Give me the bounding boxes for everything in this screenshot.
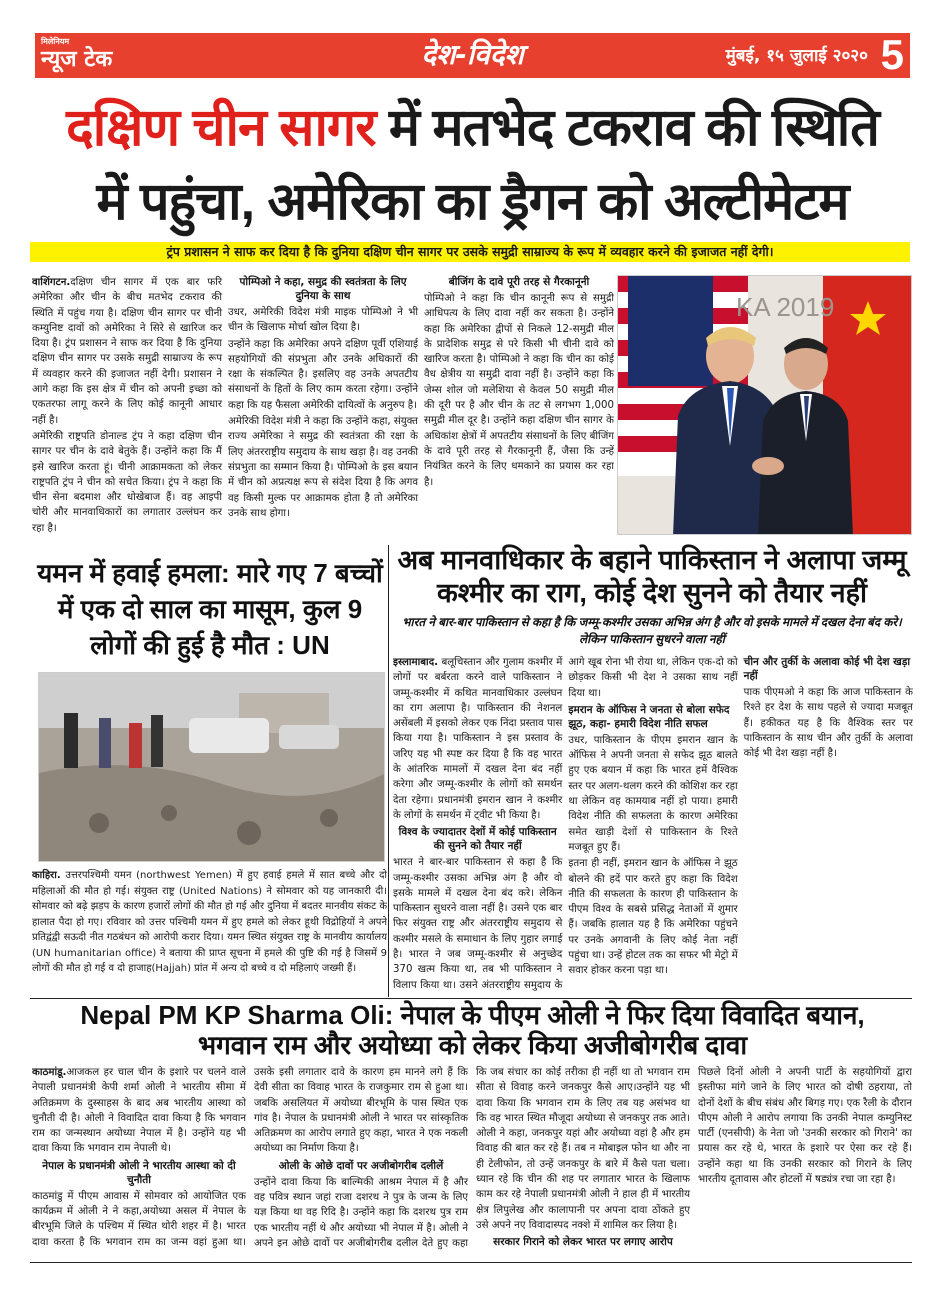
photo-image — [618, 276, 912, 535]
paragraph: उन्होंने कहा कि अमेरिका अपने दक्षिण पूर्वी एशियाई सहयोगियों की संप्रभुता और उनके अधिकारों की रक्षा के संकल्पित है। इसलिए वह उनके अपतटीय संसाधनों के हितों के लिए काम करता रहेगा। उन्होंने कहा कि यह फैसला अमेरिकी दायित्वों के अनुरुप है। — [228, 338, 418, 411]
lead-headline-text: में मतभेद टकराव की स्थिति — [375, 99, 879, 157]
lead-headline-highlight: दक्षिण चीन सागर — [66, 99, 376, 157]
lead-headline-line1 — [20, 92, 925, 164]
brand-name: न्यूज टेक — [41, 47, 113, 72]
paragraph: पोम्पिओ ने कहा कि चीन कानूनी रूप से समुद्री आधिपत्य के लिए दावा नहीं कर सकता है। उन्होंने कहा कि अमेरिका द्वीपों से निकले 12-समुद्री मील के प्रादेशिक समुद्र से परे किसी भी चीनी दावे को खारिज करता है। पोम्पिओ ने कहा कि चीन का कोई वैध क्षेत्रीय या समुद्री दावा नहीं है। उन्होंने कहा कि जेम्स शोल जो मलेशिया से केवल 50 समुद्री मील की दूरी पर है और चीन के तट से लगभग 1,000 समुद्री मील दूर है। उन्होंने कहा दक्षिण चीन सागर के अधिकांश क्षेत्रों में अपतटीय संसाधनों के लिए बीजिंग के दावे पूरी तरह से गैरकानूनी हैं, जैसा कि उन्हें नियंत्रित करने के लिए धमकाने का प्रयास कर रहा है। — [424, 293, 614, 488]
yemen-article-body — [32, 868, 387, 996]
subheading: पोम्पिओ ने कहा, समुद्र की स्वतंत्रता के लिए दुनिया के साथ — [239, 276, 407, 302]
subheading: चीन और तुर्की के अलावा कोई भी देश खड़ा नहीं — [743, 656, 911, 682]
paragraph: पाक पीएमओ ने कहा कि आज पाकिस्तान के रिश्ते हर देश के साथ पहले से ज्यादा मजबूत हैं। हकीकत यह है कि वैश्विक स्तर पर पाकिस्तान के साथ चीन और तुर्की के अलावा कोई भी देश खड़ा नहीं है। — [743, 687, 913, 760]
nepal-headline-hindi: नेपाल के पीएम ओली ने फिर दिया विवादित बयान, — [393, 1000, 865, 1030]
section-divider — [30, 998, 912, 999]
paragraph-text: बलूचिस्तान और गुलाम कश्मीर में लोगों पर बर्बरता करने वाले पाकिस्तान ने जम्मू-कश्मीर में कथित मानवाधिकार उल्लंघन का राग अलापा है। पाकिस्तान की नेशनल असेंबली में इसको लेकर एक निंदा प्रस्ताव पास किया गया है। पाकिस्तान ने इस प्रस्ताव के जरिए यह भी स्पष्ट कर दिया है कि वह भारत के आंतरिक मामलों में दखल देना बंद नहीं करेगा और जम्मू-कश्मीर के लोगों को समर्थन देता रहेगा। प्रधानमंत्री इमरान खान ने कश्मीर के लोगों के समर्थन में ट्वीट भी किया है। — [393, 657, 563, 821]
issue-date: मुंबई, १५ जुलाई २०२० — [725, 46, 868, 66]
paragraph-text: आजकल हर चाल चीन के इशारे पर चलने वाले नेपाली प्रधानमंत्री केपी शर्मा ओली ने भारतीय सीमा में अतिक्रमण के दुस्साहस के बाद अब भारतीय आस्था को चुनौती दी है। ओली ने विवादित दावा किया है कि भगवान राम का जन्मस्थान अयोध्या नेपाल में है। उन्होंने यह भी दावा किया कि भगवान राम नेपाली थे। — [32, 1067, 246, 1155]
yemen-airstrike-photo — [38, 672, 385, 862]
subheading: ओली के ओछे दावों पर अजीबोगरीब दलीलें — [278, 1159, 444, 1172]
page-number: 5 — [880, 31, 904, 78]
column-divider — [388, 545, 389, 997]
lead-headline-line2: में पहुंचा, अमेरिका का ड्रैगन को अल्टीमेटम — [96, 173, 849, 231]
paragraph: अमेरिकी राष्ट्रपति डोनाल्ड ट्रंप ने कहा दक्षिण चीन सागर पर चीन के दावे बेतुके हैं। उन्होंने कहा कि मैं इसे खारिज करता हूं। चीनी आक्रामकता को लेकर राष्ट्रपति ट्रंप ने चीन को सचेत किया। ट्रंप ने कहा कि चीन सेना बदमाश और धोखेबाज हैं। वह आइपी चोरी और मानवाधिकारों का लगातार उल्लंघन कर रहा है। — [32, 430, 222, 534]
paragraph: इतना ही नहीं, इमरान खान के ऑफिस ने झूठ बोलने की हदें पार करते हुए कहा कि विदेश नीति की सफलता के कारण ही पाकिस्तान के पीएम विश्व के सबसे प्रसिद्ध नेताओं में शुमार हैं। जबकि हालात यह है कि अमेरिका पहुंचने पर उनके अगवानी के लिए कोई नेता नहीं पहुंचा था। उन्हें होटल तक का सफर भी मेट्रो में सवार होकर करना पड़ा था। — [568, 858, 738, 977]
lead-strapline: ट्रंप प्रशासन ने साफ कर दिया है कि दुनिया दक्षिण चीन सागर पर उसके समुद्री साम्राज्य के रूप में व्यवहार करने की इजाजत नहीं देगी। — [30, 242, 910, 262]
paragraph — [32, 275, 222, 428]
nepal-headline-line1 — [25, 1000, 920, 1030]
paragraph-text: दक्षिण चीन सागर में एक बार फरि अमेरिका और चीन के बीच मतभेद टकराव की स्थिति में पहुंच गया है। दक्षिण चीन सागर पर चीनी कम्युनिष्ट दावों को अमेरिका ने सिरे से खारिज कर दिया है। ट्रंप प्रशासन ने साफ कर दिया है कि दुनिया दक्षिण चीन सागर पर उसके समुद्री साम्राज्य के रूप में व्यवहार करने की इजाजत नहीं देगी। प्रशासन ने आगे कहा कि इस क्षेत्र में चीन को अपनी इच्छा को एकतरफा लागू करने के लिए कोई कानूनी आधार नहीं है। — [32, 277, 222, 426]
lead-article-body — [32, 275, 614, 537]
pakistan-article-body — [393, 655, 913, 995]
paragraph — [393, 655, 562, 823]
nepal-headline-english: Nepal PM KP Sharma Oli: — [80, 1000, 394, 1030]
masthead-banner — [35, 33, 910, 78]
trump-xi-handshake-photo — [617, 275, 912, 535]
subheading: विश्व के ज्यादातर देशों में कोई पाकिस्तान की सुनने को तैयार नहीं — [398, 826, 557, 853]
paragraph-text: उत्तरपश्चिमी यमन (northwest Yemen) में हुए हवाई हमले में सात बच्चे और दो महिलाओं की मौत हो गई। संयुक्त राष्ट्र (United Nations) ने सोमवार को यह जानकारी दी। सोमवार को बढ़े झड़प के कारण हजारों लोगों की मौत हो गई और दुनिया में बदतर मानवीय संकट के हालात पैदा हो गए। रविवार को उत्तर पश्चिमी यमन में हुए हमले को लेकर हूथी विद्रोहियों ने अपने प्रतिद्वंद्वी सऊदी नीत गठबंधन को आरोपी करार दिया। यमन स्थित संयुक्त राष्ट्र के मानवीय कार्यालय (UN humanitarian office) ने बताया की प्राप्त सूचना में हमले की पुष्टि की गई है जिसमें 9 लोगों की मौत हो गई व दो हाजाह(Hajjah) प्रांत में अन्य दो बच्चे व दो महिलाएं जख्मी हैं। — [32, 870, 387, 974]
backdrop-text: KA 2019 — [736, 292, 835, 322]
paragraph: उन्होंने दावा किया कि बाल्मिकी आश्रम नेपाल में है और वह पवित्र स्थान जहां राजा दशरथ ने पुत्र के जन्म के लिए यज्ञ किया था वह रिदि है। उन्होंने कहा कि दशरथ पुत्र राम एक भारतीय नहीं थे और अयोध्या भी नेपाल में है। ओली ने अपने इन ओछे दावों पर अजीबोगरीब दलील देते हुए कहा कि जब संचार का कोई तरीका ही नहीं था तो भगवान राम सीता से विवाह करने जनकपुर कैसे आए।उन्होंने यह भी दावा किया कि भगवान राम के लिए तब यह असंभव था कि वह भारत स्थित मौजूदा अयोध्या से जनकपुर तक आते। ओली ने कहा, जनकपुर यहां और अयोध्या वहां है और हम विवाह की बात कर रहे हैं। तब न मोबाइल फोन था और ना ही टेलीफोन, तो उन्हें जनकपुर के बारे में कैसे पता चला। ध्यान रहे कि चीन की शह पर लगातार भारत के खिलाफ काम कर रहे नेपाली प्रधानमंत्री ओली ने हाल ही में भारतीय क्षेत्र लिपुलेख और कालापानी पर अपना दावा ठोंकते हुए उसे अपने नए विवादास्पद नक्शे में शामिल कर लिया है। — [254, 1067, 690, 1249]
bottom-rule — [30, 1262, 912, 1263]
paragraph — [32, 1065, 246, 1157]
dateline: काठमांडू. — [32, 1067, 67, 1078]
paragraph — [32, 868, 387, 977]
paragraph: उधर, अमेरिकी विदेश मंत्री माइक पोम्पिओ ने भी चीन के खिलाफ मोर्चा खोल दिया है। — [228, 307, 418, 334]
photo-image — [39, 673, 385, 862]
paragraph: अमेरिकी विदेश मंत्री ने कहा कि उन्होंने कहा, संयुक्त राज्य अमेरिका ने समुद्र की स्वतंत्रता की रक्षा के लिए अंतरराष्ट्रीय समुदाय के साथ खड़ा है। वह उनकी संप्रभुता का सम्मान किया है। पोम्पिओ के इस बयान में चीन को अप्रत्यक्ष रूप से संदेश दिया है कि अगव वह किसी मुल्क पर आक्रामक होता है तो अमेरिका उनके साथ होगा। — [228, 416, 418, 519]
subheading: नेपाल के प्रधानमंत्री ओली ने भारतीय आस्था को दी चुनौती — [42, 1159, 236, 1186]
paragraph: पिछले दिनों ओली ने अपनी पार्टी के सहयोगियों द्वारा इस्तीफा मांगे जाने के लिए भारत को दोषी ठहराया, तो दोनों देशों के बीच संबंध और बिगड़ गए। एक रैली के दौरान पीएम ओली ने आरोप लगाया कि उनकी नेपाल कम्युनिस्ट पार्टी (एनसीपी) के नेता जो 'उनकी सरकार को गिराने' का प्रयास कर रहे थे, भारत के इशारे पर ऐसा कर रहे हैं। उन्होंने कहा था कि उनकी सरकार को गिराने के लिए भारतीय दूतावास और होटलों में षड्यंत्र रचा जा रहा है। — [698, 1067, 912, 1186]
subheading: बीजिंग के दावे पूरी तरह से गैरकानूनी — [448, 276, 590, 288]
pakistan-headline: अब मानवाधिकार के बहाने पाकिस्तान ने अलापा जम्मू कश्मीर का राग, कोई देश सुनने को तैयार नहीं — [397, 545, 907, 608]
dateline: वाशिंगटन. — [32, 277, 71, 288]
paragraph: भारत ने बार-बार पाकिस्तान से कहा है कि जम्मू-कश्मीर उसका अभिन्न अंग है और वो इसके मामले में दखल देना बंद करे। लेकिन पाकिस्तान सुधरने वाला नहीं है। उसने एक बार फिर संयुक्त राष्ट्र और अंतरराष्ट्रीय समुदाय से कश्मीर मसले के समाधान के लिए गुहार लगाई है। भारत ने जब जम्मू-कश्मीर से अनुच्छेद 370 खत्म किया था, तब भी पाकिस्तान ने विलाप किया था। उसने अंतरराष्ट्रीय समुदाय के आगे खूब रोना भी रोया था, लेकिन एक-दो को छोड़कर किसी भी देश ने उसका साथ नहीं दिया था। — [393, 657, 738, 991]
nepal-article-body — [32, 1065, 912, 1260]
section-title: देश-विदेश — [421, 38, 524, 71]
paragraph: काठमांडु में पीएम आवास में सोमवार को आयोजित एक कार्यक्रम में ओली ने ने कहा,अयोध्या असल में नेपाल के बीरभूमि जिले के पश्चिम में स्थित थोरी शहर में है। भारत दावा करता है कि भगवान राम का जन्म वहां हुआ था। उसके इसी लगातार दावे के कारण हम मानने लगे हैं कि देवी सीता का विवाह भारत के राजकुमार राम से हुआ था। जबकि असलियत में अयोध्या बीरभूमि के पास स्थित एक गांव है। नेपाल के प्रधानमंत्री ओली ने भारत पर सांस्कृतिक अतिक्रमण का आरोप लगाते हुए कहा, भारत ने एक नकली अयोध्या का निर्माण किया है। — [32, 1067, 468, 1248]
brand-tagline: मिलेनियम — [41, 37, 70, 46]
yemen-headline: यमन में हवाई हमला: मारे गए 7 बच्चों में एक दो साल का मासूम, कुल 9 लोगों की हुई है मौत : UN — [37, 558, 383, 660]
subheading: सरकार गिराने को लेकर भारत पर लगाए आरोप — [493, 1236, 673, 1249]
subheading: इमरान के ऑफिस ने जनता से बोला सफेद झूठ, कहा- हमारी विदेश नीति सफल — [568, 703, 730, 730]
pakistan-strapline: भारत ने बार-बार पाकिस्तान से कहा है कि जम्मू-कश्मीर उसका अभिन्न अंग है और वो इसके मामले में दखल देना बंद करे। लेकिन पाकिस्तान सुधरने वाला नहीं — [402, 615, 902, 646]
paragraph: उधर, पाकिस्तान के पीएम इमरान खान के ऑफिस ने अपनी जनता से सफेद झूठ बालते हुए एक बयान में कहा कि भारत हमें वैश्विक स्तर पर अलग-थलग करने की कोशिश कर रहा था लेकिन वह कामयाब नहीं हो पाया। हमारी विदेश नीति की सफलता के कारण अमेरिका समेत खाड़ी देशों से पाकिस्तान के रिश्ते मजबूत हुए हैं। — [568, 734, 738, 853]
nepal-headline-line2: भगवान राम और अयोध्या को लेकर किया अजीबोगरीब दावा — [197, 1030, 748, 1060]
dateline: काहिरा. — [32, 870, 61, 881]
dateline: इस्लामाबाद. — [393, 657, 438, 668]
